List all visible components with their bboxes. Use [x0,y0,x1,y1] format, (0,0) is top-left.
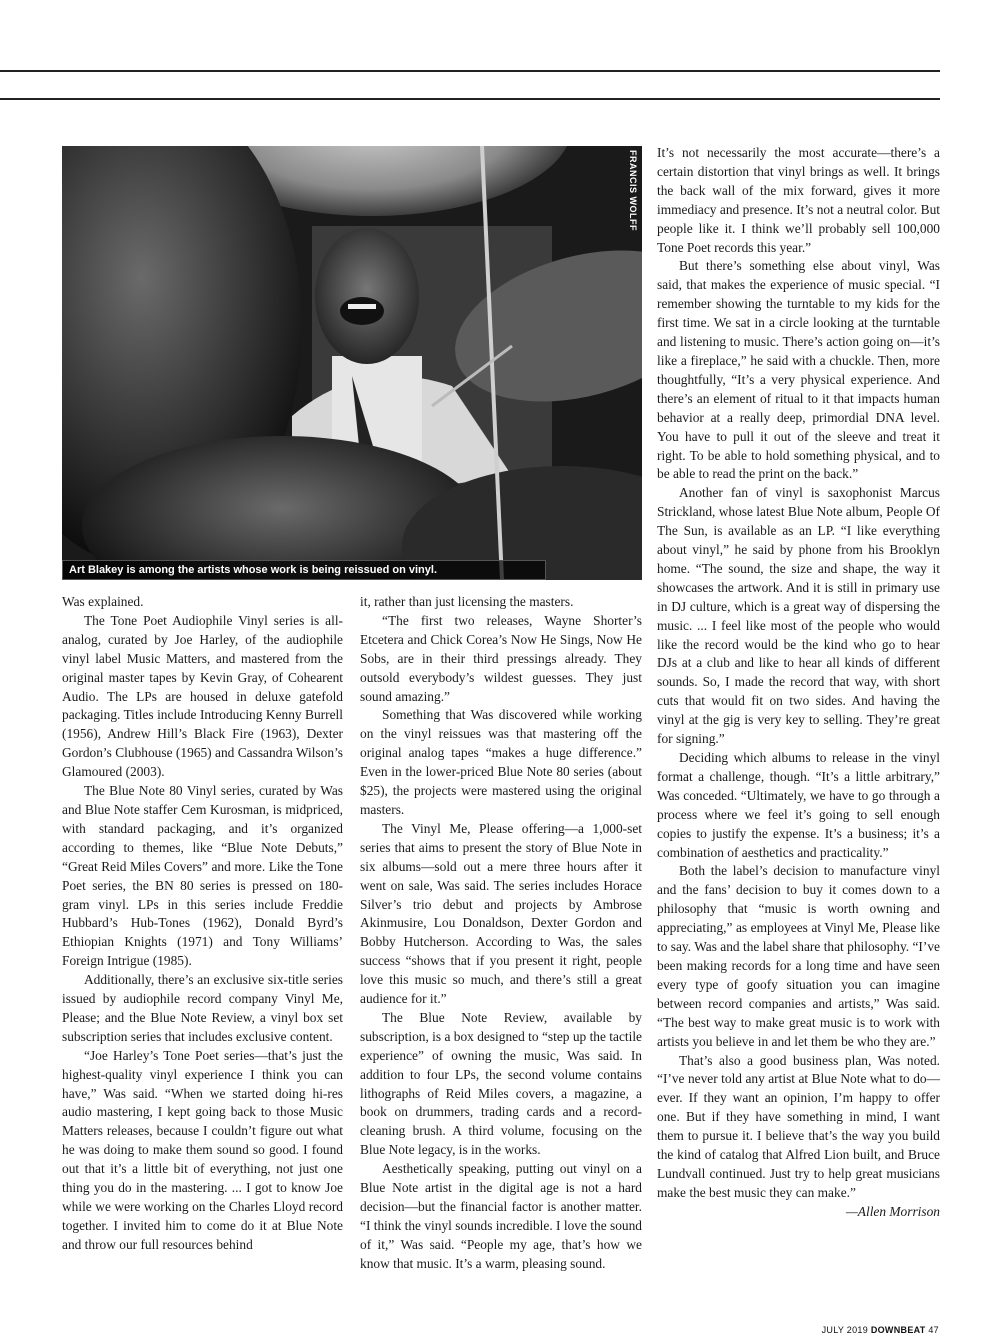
column-3 [657,144,940,1222]
paragraph: The Blue Note 80 Vinyl series, curated by Was and Blue Note staffer Cem Kurosman, is midpriced, with standard packaging, and it’s organized according to themes, like “Blue Note Debuts,” “Great Reid Miles Covers” and more. Like the Tone Poet series, the BN 80 series is pressed on 180-gram vinyl. LPs in this series include Freddie Hubbard’s Hub-Tones (1962), Donald Byrd’s Ethiopian Knights (1971) and Tony Williams’ Foreign Intrigue (1985). [62,783,343,969]
footer-magazine: DOWNBEAT [870,1325,926,1335]
column-1 [62,593,343,1255]
second-rule [0,98,940,100]
photo-caption: Art Blakey is among the artists whose work is being reissued on vinyl. [62,560,546,580]
photo-art-blakey [62,146,642,580]
paragraph: it, rather than just licensing the masters. [360,594,574,609]
paragraph: The Blue Note Review, available by subscription, is a box designed to “step up the tactile experience” of owning the music, Was said. In addition to four LPs, the second volume contains lithographs of Reid Miles covers, a magazine, a book on drummers, trading cards and a record-cleaning brush. A third volume, focusing on the Blue Note legacy, is in the works. [360,1009,642,1158]
top-rule [0,70,940,72]
author-signature: —Allen Morrison [845,1203,940,1219]
paragraph: Was explained. [62,594,144,609]
paragraph: Deciding which albums to release in the vinyl format a challenge, though. “It’s a little arbitrary,” Was conceded. “Ultimately, we have to go through a process where we feel it’s going to sell enough copies to justify the expense. It’s a business; it’s a combination of aesthetics and practicality.” [657,750,940,860]
paragraph: It’s not necessarily the most accurate—there’s a certain distortion that vinyl brings as well. It brings the back wall of the mix forward, gives it more immediacy and presence. It’s not a neutral color. But people like it. I think we’ll probably sell 100,000 Tone Poet records this year.” [657,145,940,255]
paragraph: Something that Was discovered while working on the vinyl reissues was that mastering off the original analog tapes “makes a huge difference.” Even in the lower-priced Blue Note 80 series (about $25), the projects were mastered using the original masters. [360,707,642,817]
paragraph: Additionally, there’s an exclusive six-title series issued by audiophile record company Vinyl Me, Please; and the Blue Note Review, a vinyl box set subscription series that includes exclusive content. [62,972,343,1044]
page-footer [822,1325,939,1335]
drummer-photo-illustration [62,146,642,580]
footer-date: JULY 2019 [821,1325,869,1335]
column-2 [360,593,642,1274]
paragraph: “Joe Harley’s Tone Poet series—that’s just the highest-quality vinyl experience I think you can have,” Was said. “When we started doing hi-res audio mastering, I kept going back to those Music Matters releases, because I couldn’t figure out what he was doing to make them sound so good. I found out that it’s a little bit of everything, not just one thing you do in the mastering. ... I got to know Joe while we were working on the Charles Lloyd record together. I invited him to come do it at Blue Note and throw our full resources behind [62,1047,343,1252]
paragraph: “The first two releases, Wayne Shorter’s Etcetera and Chick Corea’s Now He Sings, Now He Sobs, are in their third pressings already. They outsold everybody’s wildest guesses. They just sound amazing.” [360,612,642,704]
paragraph: The Vinyl Me, Please offering—a 1,000-set series that aims to present the story of Blue Note in six albums—sold out a mere three hours after it went on sale, Was said. The series includes Horace Silver’s trio debut and projects by Ambrose Akinmusire, Lou Donaldson, Dexter Gordon and Bobby Hutcherson. According to Was, the sales success “shows that if you present it right, people love this music so much, and there’s still a great audience for it.” [360,820,642,1007]
paragraph: The Tone Poet Audiophile Vinyl series is all-analog, curated by Joe Harley, of the audiophile vinyl label Music Matters, and mastered from the original master tapes by Kevin Gray, of Cohearent Audio. The LPs are housed in deluxe gatefold packaging. Titles include Introducing Kenny Burrell (1956), Andrew Hill’s Black Fire (1963), Dexter Gordon’s Clubhouse (1965) and Cassandra Wilson’s Glamoured (2003). [62,612,343,780]
page-number: 47 [928,1325,939,1335]
paragraph: Another fan of vinyl is saxophonist Marcus Strickland, whose latest Blue Note album, People Of The Sun, is available as an LP. “I like everything about vinyl,” he said by phone from his Brooklyn home. “The sound, the size and shape, the way it showcases the artwork. And it is still in primary use in DJ culture, which is a great way of dispersing the music. ... I feel like most of the people who would like the record would be the kind who go to hear DJs at a club and like to hear all kinds of different sounds. So, I made the record that way, with short cuts that would fit on two sides. And having the vinyl at the gig is very key to selling. They’re great for signing.” [657,485,941,747]
paragraph: Aesthetically speaking, putting out vinyl on a Blue Note artist in the digital age is not a hard decision—but the financial factor is another matter. “I think the vinyl sounds incredible. I love the sound of it,” Was said. “People my age, that’s how we know that music. It’s a warm, pleasing sound. [360,1161,642,1271]
paragraph: Both the label’s decision to manufacture vinyl and the fans’ decision to buy it comes down to a philosophy that “music is worth owning and appreciating,” as employees at Vinyl Me, Please like to say. Was and the label share that philosophy. “I’ve been making records for a long time and have seen every type of goofy situation you can imagine between record companies and artists,” Was said. “The best way to make great music is to work with artists you believe in and let them be who they are.” [657,863,940,1049]
paragraph: That’s also a good business plan, Was noted. “I’ve never told any artist at Blue Note what to do—ever. If they want an opinion, I’m happy to offer one. But if they have something in mind, I want them to pursue it. I believe that’s the way you build the kind of catalog that Alfred Lion built, and Bruce Lundvall continued. Just try to help great musicians make the best music they can make.” [657,1052,940,1200]
paragraph: But there’s something else about vinyl, Was said, that makes the experience of music special. “I remember showing the turntable to my kids for the first time. We sat in a circle looking at the turntable and listening to music. There’s action going on—it’s like a fireplace,” he said with a chuckle. Then, more thoughtfully, “It’s a very physical experience. And there’s an element of ritual to it that impacts human behavior at a really deep, primordial DNA level. You have to pull it out of the sleeve and treat it right. To be able to hold something physical, and to be able to read the print on the back.” [657,258,940,482]
photo-credit: FRANCIS WOLFF [628,150,638,231]
